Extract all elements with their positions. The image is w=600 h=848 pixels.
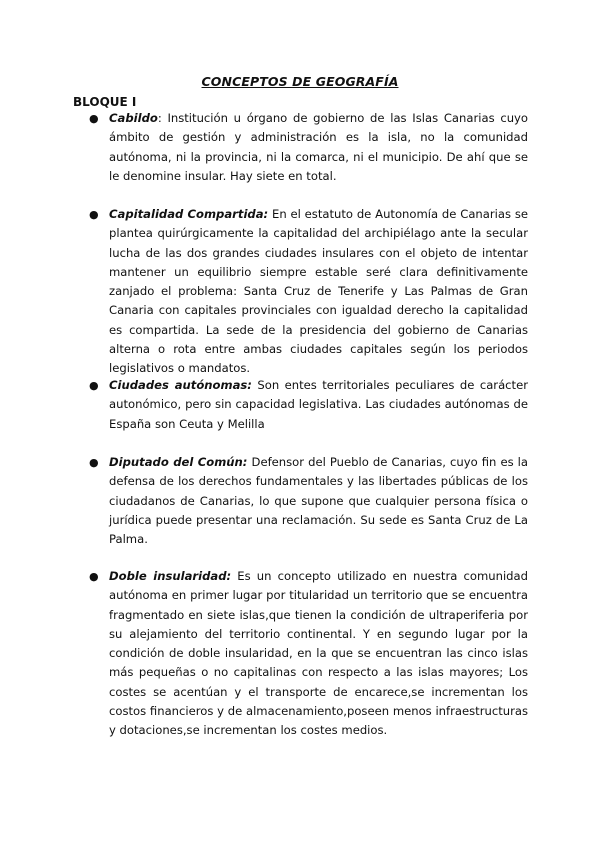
page-title: CONCEPTOS DE GEOGRAFÍA	[201, 74, 399, 89]
term-label: Diputado del Común:	[109, 455, 248, 469]
term-label: Cabildo	[109, 111, 158, 125]
list-item-cabildo	[89, 109, 528, 186]
definition-text: Son entes territoriales peculiares de carácter autonómico, pero sin capacidad legislativa. Las ciudades autónomas de España son Ceuta y Melilla	[109, 378, 529, 431]
definition-text: Institución u órgano de gobierno de las Islas Canarias cuyo ámbito de gestión y administración es la isla, no la comunidad autónoma, ni la provincia, ni la comarca, ni el municipio. De ahí que se le denomine insular. Hay siete en total.	[109, 111, 528, 183]
term-label: Ciudades autónomas:	[109, 378, 252, 392]
bullet-icon: ●	[89, 570, 99, 583]
term-separator: :	[157, 111, 162, 125]
bullet-icon: ●	[89, 456, 99, 469]
definition-text: En el estatuto de Autonomía de Canarias se plantea quirúrgicamente la capitalidad del archipiélago ante la secular lucha de las dos grandes ciudades insulares con el objeto de intentar mantener un equilibrio siempre estable seré clara definitivamente zanjado el problema: Santa Cruz de Tenerife y Las Palmas de Gran Canaria con capitales provinciales con igualdad derecho la capitalidad es compartida. La sede de la presidencia del gobierno de Canarias alterna o rota entre ambas ciudades capitales según los periodos legislativos o mandatos.	[109, 207, 529, 376]
list-item-doble-insularidad	[89, 567, 528, 741]
term-label: Doble insularidad:	[109, 569, 232, 583]
bullet-icon: ●	[89, 112, 99, 125]
term-label: Capitalidad Compartida:	[109, 207, 269, 221]
list-item-capitalidad	[89, 205, 529, 379]
list-item-ciudades	[89, 376, 529, 434]
definition-text: Es un concepto utilizado en nuestra comunidad autónoma en primer lugar por titularidad un territorio que se encuentra fragmentado en siete islas,que tienen la condición de ultraperiferia por su alejamiento del territorio continental. Y en segundo lugar por la condición de doble insularidad, en la que se encuentran las cinco islas más pequeñas o no capitalinas con respecto a las islas mayores; Los costes se acentúan y el transporte de encarece,se incrementan los costos financieros y de almacenamiento,poseen menos infraestructuras y dotaciones,se incrementan los costes medios.	[109, 569, 528, 738]
list-item-diputado	[89, 453, 529, 549]
bullet-icon: ●	[89, 379, 99, 392]
definition-text: Defensor del Pueblo de Canarias, cuyo fin es la defensa de los derechos fundamentales y las libertades públicas de los ciudadanos de Canarias, lo que supone que cualquier persona física o jurídica puede presentar una reclamación. Su sede es Santa Cruz de La Palma.	[109, 455, 529, 547]
section-heading: BLOQUE I	[73, 95, 137, 109]
bullet-icon: ●	[89, 208, 99, 221]
